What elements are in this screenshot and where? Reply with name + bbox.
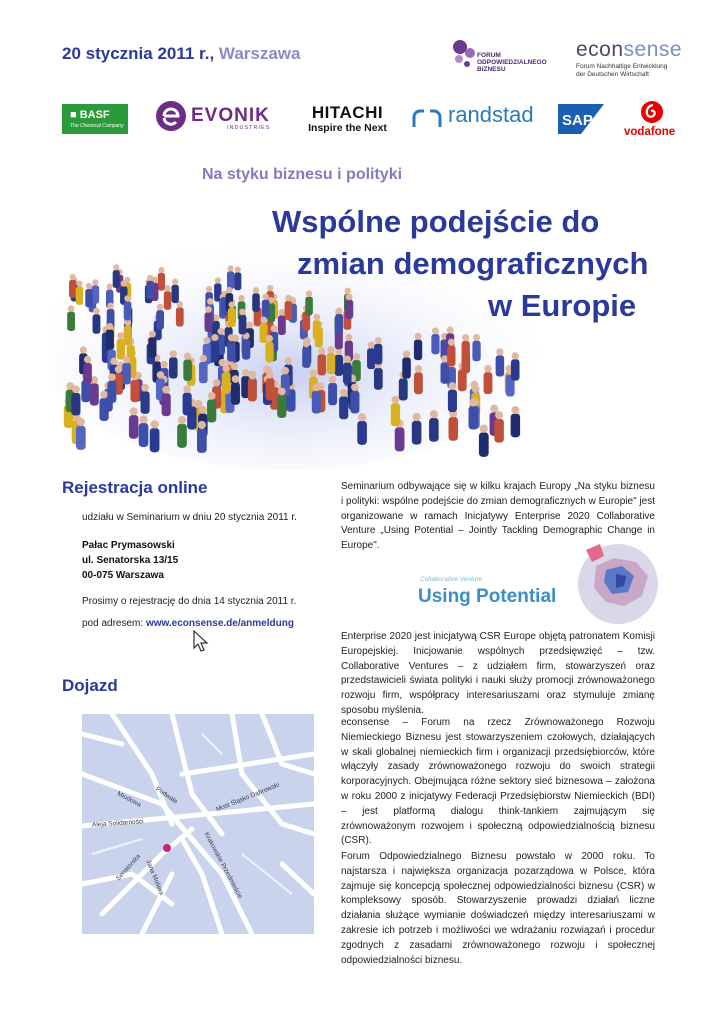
crowd-person <box>496 355 505 376</box>
crowd-person-head <box>512 352 519 359</box>
crowd-person-head <box>76 280 82 286</box>
crowd-person-head <box>472 385 480 393</box>
crowd-person <box>211 341 219 362</box>
crowd-person <box>494 419 504 443</box>
intro-paragraph: Seminarium odbywające się w kilku krajach Europy „Na styku biznesu i polityki: wspólne podejście do zmian demograficznych w Europie" jest organizowane w ramach Inicjatywy Enterprise 2020 Collaborative Venture „Using Potential – Jointly Tackling Demographic Change in Europe". <box>341 481 655 552</box>
crowd-person-head <box>318 347 325 354</box>
crowd-person-head <box>130 407 138 415</box>
crowd-person <box>183 359 192 380</box>
sap-logo <box>558 104 604 134</box>
crowd-person-head <box>496 348 503 355</box>
crowd-person-head <box>158 267 164 273</box>
city-text: Warszawa <box>218 44 301 63</box>
crowd-person-head <box>239 309 246 316</box>
crowd-person <box>106 330 114 350</box>
crowd-person <box>285 301 293 320</box>
vodafone-icon <box>640 100 664 124</box>
hitachi-name: HITACHI <box>311 103 384 122</box>
crowd-person-head <box>306 291 312 297</box>
crowd-person-head <box>462 334 469 341</box>
crowd-person-head <box>178 416 186 424</box>
crowd-person <box>429 418 439 442</box>
crowd-person <box>278 315 286 335</box>
crowd-person-head <box>235 267 241 273</box>
crowd-person <box>448 389 457 412</box>
address-line: Pałac Prymasowski <box>82 540 175 551</box>
crowd-person <box>414 372 423 394</box>
crowd-person-head <box>160 361 167 368</box>
crowd-person-head <box>336 308 343 315</box>
randstad-name: randstad <box>448 102 534 127</box>
crowd-person-head <box>310 370 318 378</box>
crowd-person <box>511 359 520 380</box>
crowd-person <box>76 286 83 305</box>
crowd-person-head <box>415 333 422 340</box>
crowd-person <box>227 271 234 289</box>
crowd-person <box>252 293 260 312</box>
street-label: Krakowskie Przedmieście <box>202 831 244 900</box>
crowd-person-head <box>121 280 127 286</box>
econsense-logo <box>576 38 696 79</box>
crowd-person-head <box>184 353 191 360</box>
crowd-person-head <box>139 415 147 423</box>
crowd-person-head <box>150 420 158 428</box>
crowd-person <box>169 357 178 378</box>
crowd-person <box>335 355 344 376</box>
crowd-person-head <box>110 358 117 365</box>
crowd-person-head <box>157 304 164 311</box>
crowd-person-head <box>403 350 410 357</box>
crowd-person <box>231 382 240 404</box>
crowd-person-head <box>484 365 491 372</box>
crowd-person-head <box>86 283 92 289</box>
crowd-person <box>350 391 359 414</box>
crowd-person-head <box>340 389 348 397</box>
address-line: 00-075 Warszawa <box>82 570 164 581</box>
forum-logo-line: ODPOWIEDZIALNEGO <box>477 59 547 66</box>
cursor-icon <box>192 630 210 654</box>
street-label: Jana Moliera <box>144 858 165 897</box>
crowd-person <box>197 429 207 453</box>
crowd-person-head <box>198 421 206 429</box>
crowd-person-head <box>93 308 100 315</box>
crowd-person <box>479 432 489 456</box>
crowd-person-head <box>262 293 268 299</box>
crowd-person-head <box>228 265 234 271</box>
econsense-sub: der Deutschen Wirtschaft <box>576 71 649 78</box>
crowd-person <box>374 344 382 365</box>
crowd-person-head <box>80 346 87 353</box>
crowd-person-head <box>253 287 259 293</box>
crowd-person-head <box>449 382 457 390</box>
crowd-person <box>162 393 171 416</box>
crowd-person-head <box>124 295 131 302</box>
crowd-person <box>227 341 235 362</box>
crowd-person <box>139 423 149 447</box>
crowd-person <box>339 396 348 419</box>
crowd-person-head <box>285 357 292 364</box>
crowd-person <box>146 281 153 299</box>
vodafone-logo <box>622 100 682 140</box>
event-title-line: w Europie <box>488 288 637 323</box>
crowd-person-head <box>228 301 235 308</box>
crowd-person-head <box>172 279 178 285</box>
forum-logo-icon <box>450 38 478 72</box>
crowd-person <box>343 362 352 384</box>
crowd-person-head <box>100 391 108 399</box>
crowd-person <box>207 399 216 422</box>
crowd-person <box>90 383 99 405</box>
date-text: 20 stycznia 2011 r., <box>62 44 215 63</box>
crowd-person-head <box>106 323 113 330</box>
sap-shape <box>558 104 604 134</box>
hitachi-logo <box>300 103 395 134</box>
crowd-person-head <box>232 375 240 383</box>
crowd-person-head <box>430 410 438 418</box>
basf-tagline: The Chemical Company <box>70 123 124 129</box>
crowd-person <box>402 357 411 378</box>
crowd-person <box>277 395 286 418</box>
randstad-logo <box>412 100 537 130</box>
crowd-person <box>228 308 236 327</box>
crowd-person-head <box>238 295 245 302</box>
crowd-person-head <box>266 335 273 342</box>
crowd-person <box>71 393 80 416</box>
event-date <box>62 44 300 64</box>
street-label: Most Śląsko Dąbrowski <box>215 781 281 814</box>
crowd-person <box>449 417 459 441</box>
crowd-person-head <box>68 305 75 312</box>
crowd-person <box>431 334 439 354</box>
crowd-person <box>158 273 165 291</box>
europe-map-icon <box>566 536 666 626</box>
crowd-person-head <box>157 371 165 379</box>
crowd-person <box>357 421 367 445</box>
registration-link[interactable]: www.econsense.de/anmeldung <box>145 618 294 629</box>
crowd-person <box>242 339 250 360</box>
crowd-person-head <box>432 327 439 334</box>
crowd-person <box>335 314 343 334</box>
crowd-person-head <box>117 332 124 339</box>
enterprise-paragraph: Enterprise 2020 jest inicjatywą CSR Europe objętą patronatem Komisji Europejskiej. Inicjowanie wspólnych przedsięwzięć – tzw. Collaborative Ventures – z udziałem firm, stowarzyszeń oraz przedstawicieli świata polityki i nauki służy promocji zrównoważonego rozwoju firm, współpracy interesariuszami oraz stymuluje zmianę sposobu myślenia. <box>341 631 655 716</box>
econsense-a: econ <box>576 38 624 61</box>
crowd-person <box>205 312 213 332</box>
crowd-person <box>374 368 383 390</box>
crowd-person-head <box>344 356 351 363</box>
event-title-line: zmian demograficznych <box>297 246 649 281</box>
crowd-person-head <box>278 388 286 396</box>
evonik-icon <box>155 100 187 132</box>
crowd-person-head <box>242 369 250 377</box>
crowd-person <box>469 406 478 429</box>
crowd-person <box>93 314 101 334</box>
evonik-sub: INDUSTRIES <box>227 125 271 131</box>
evonik-logo <box>155 100 275 134</box>
crowd-person <box>156 310 164 329</box>
crowd-person-head <box>205 306 212 313</box>
crowd-person <box>234 272 241 290</box>
crowd-person-head <box>107 303 114 310</box>
basf-name: BASF <box>79 109 110 121</box>
crowd-person <box>164 291 171 310</box>
crowd-person-head <box>391 396 399 404</box>
crowd-person <box>412 421 422 445</box>
venue-address <box>82 538 178 583</box>
crowd-person-head <box>228 334 235 341</box>
crowd-person-head <box>107 284 113 290</box>
registration-text: udziału w Seminarium w dniu 20 stycznia 2011 r. <box>82 512 297 523</box>
directions-heading: Dojazd <box>62 676 118 695</box>
crowd-person-head <box>70 274 76 280</box>
street-label: Miodowa <box>115 790 143 809</box>
crowd-person-head <box>162 386 170 394</box>
crowd-person <box>399 378 408 400</box>
crowd-person-head <box>203 337 210 344</box>
crowd-person-head <box>495 411 503 419</box>
crowd-person <box>199 362 208 384</box>
econsense-sub: Forum Nachhaltige Entwicklung <box>576 63 668 70</box>
using-potential-label: Using Potential <box>418 586 557 607</box>
street-label: Senatorska <box>114 852 143 883</box>
crowd-person-head <box>211 334 218 341</box>
crowd-person-head <box>199 406 207 414</box>
crowd-person <box>262 300 270 319</box>
crowd-person-head <box>375 337 382 344</box>
crowd-person <box>117 339 125 360</box>
crowd-person <box>395 427 405 451</box>
crowd-person <box>177 424 187 448</box>
crowd-person <box>124 325 132 345</box>
street-label: Aleja Solidarności <box>91 818 144 829</box>
crowd-person-head <box>413 413 421 421</box>
crowd-person <box>414 339 422 360</box>
econsense-paragraph: econsense – Forum na rzecz Zrównoważonego Rozwoju Niemieckiego Biznesu jest stowarzyszeniem czołowych, działających w skali globalnej niemieckich firm i organizacji przedsiębiorców, które włączyły zasady zrównoważonego rozwoju do swoich strategii korporacyjnych. Obejmująca różne sektory sieć biznesowa – założona w roku 2000 z inicjatywy Federacji Przedsiębiorstw Niemieckich (BDI) – jest platformą dialogu think-tankiem zajmującym się zrównoważonym rozwojem i społeczną odpowiedzialnością biznesu (CSR). <box>341 717 655 847</box>
crowd-person-head <box>490 405 498 413</box>
crowd-person <box>150 428 160 452</box>
crowd-person-head <box>200 355 207 362</box>
street-label: Podwale <box>154 785 179 806</box>
crowd-person-head <box>113 264 119 270</box>
crowd-person-head <box>226 287 232 293</box>
crowd-person-head <box>415 365 422 372</box>
crowd-person-head <box>260 316 267 323</box>
crowd-person <box>130 380 139 402</box>
crowd-person <box>318 354 327 375</box>
crowd-person <box>239 315 247 335</box>
crowd-person-head <box>115 366 122 373</box>
crowd-person <box>312 391 321 414</box>
forum-logo-line: FORUM <box>477 52 501 59</box>
crowd-person-head <box>282 367 290 375</box>
crowd-person <box>99 398 108 421</box>
crowd-person-head <box>222 365 229 372</box>
crowd-person-head <box>473 334 480 341</box>
crowd-person-head <box>108 373 116 381</box>
address-line: ul. Senatorska 13/15 <box>82 555 179 566</box>
crowd-person-head <box>353 353 360 360</box>
crowd-person-head <box>368 341 375 348</box>
crowd-person-head <box>183 385 191 393</box>
crowd-person <box>447 345 455 366</box>
crowd-person-head <box>447 327 454 334</box>
crowd-person-head <box>312 383 320 391</box>
collaborative-venture-label: Collaborative Venture <box>420 576 483 583</box>
crowd-person-head <box>327 346 334 353</box>
crowd-person-head <box>72 385 80 393</box>
econsense-b: sense <box>623 38 683 61</box>
crowd-person-head <box>511 406 519 414</box>
crowd-person-head <box>480 425 488 433</box>
crowd-person <box>69 280 76 298</box>
hitachi-tagline: Inspire the Next <box>308 122 387 134</box>
crowd-person-head <box>358 413 366 421</box>
crowd-person <box>107 380 116 402</box>
crowd-person <box>265 342 273 363</box>
crowd-person <box>472 341 480 362</box>
crowd-person-head <box>346 294 352 300</box>
crowd-person-head <box>147 275 153 281</box>
randstad-icon <box>412 109 442 129</box>
crowd-person-head <box>246 321 253 328</box>
crowd-person-head <box>84 356 91 363</box>
crowd-person-head <box>345 288 351 294</box>
crowd-person-head <box>123 356 130 363</box>
registration-heading: Rejestracja online <box>62 478 208 497</box>
crowd-person-head <box>77 418 85 426</box>
crowd-person-head <box>141 384 149 392</box>
crowd-person <box>171 285 178 303</box>
crowd-person <box>328 383 337 405</box>
crowd-person <box>67 311 75 331</box>
crowd-person <box>183 393 192 416</box>
crowd-person-head <box>351 383 359 391</box>
crowd-person <box>85 289 92 308</box>
crowd-person-head <box>149 331 156 338</box>
crowd-person <box>122 363 131 385</box>
crowd-person <box>391 403 400 426</box>
crowd-person-head <box>271 325 278 332</box>
crowd-person <box>302 347 310 368</box>
crowd-person <box>129 415 139 439</box>
crowd-person-head <box>92 279 98 285</box>
crowd-person-head <box>448 339 455 346</box>
crowd-person-head <box>285 295 291 301</box>
crowd-person <box>76 426 86 450</box>
crowd-person <box>83 363 92 385</box>
crowd-person-head <box>213 379 221 387</box>
crowd-person-head <box>207 298 214 305</box>
registration-deadline: Prosimy o rejestrację do dnia 14 stycznia 2011 r. <box>82 596 297 607</box>
location-map <box>82 714 314 934</box>
crowd-person <box>248 379 257 401</box>
crowd-person-head <box>215 277 221 283</box>
evonik-name: EVONIK <box>191 105 270 126</box>
event-title-line: Wspólne podejście do <box>272 204 600 239</box>
vodafone-name: vodafone <box>624 126 676 138</box>
crowd-person-head <box>329 376 337 384</box>
crowd-person <box>305 297 313 316</box>
crowd-person-head <box>266 371 274 379</box>
crowd-person <box>124 301 132 320</box>
crowd-person <box>214 283 221 301</box>
crowd-person-head <box>345 334 352 341</box>
forum-odpowiedzialnego-biznesu-logo <box>450 38 560 82</box>
crowd-illustration <box>48 200 548 470</box>
forum-paragraph: Forum Odpowiedzialnego Biznesu powstało w 2000 roku. To najstarsza i największa organizacja pozarządowa w Polsce, która zajmuje się koncepcją społecznej odpowiedzialności biznesu (CSR) w kompleksowy sposób. Stowarzyszenie prowadzi działań liczne działania służące wymianie doświadczeń między interesariuszami w zakresie ich potrzeb i możliwości we wdrażaniu rozwiązań i procedur zgodnych z zasadami zrównoważonego rozwoju i społecznej odpowiedzialności biznesu. <box>341 851 655 966</box>
crowd-person-head <box>231 363 238 370</box>
crowd-person <box>462 341 470 362</box>
crowd-person-head <box>303 340 310 347</box>
sap-name: SAP <box>562 112 593 129</box>
event-subtitle: Na styku biznesu i polityki <box>202 166 403 183</box>
crowd-person <box>511 414 520 438</box>
crowd-person-head <box>313 314 320 321</box>
crowd-person-head <box>267 285 273 291</box>
crowd-person <box>176 307 184 326</box>
crowd-person-head <box>278 309 285 316</box>
crowd-person <box>327 353 335 374</box>
crowd-person-head <box>217 328 224 335</box>
crowd-person <box>92 285 99 303</box>
basf-logo: ■ BASF The Chemical Company <box>62 104 128 134</box>
forum-logo-line: BIZNESU <box>477 66 506 73</box>
crowd-person-head <box>164 285 170 291</box>
crowd-person <box>222 372 231 394</box>
crowd-person-head <box>170 350 177 357</box>
crowd-person <box>345 300 353 319</box>
crowd-person-head <box>249 372 257 380</box>
crowd-person <box>440 362 449 384</box>
crowd-person <box>113 270 120 288</box>
crowd-person-head <box>208 392 216 400</box>
crowd-person <box>484 372 493 394</box>
crowd-person-head <box>206 286 212 292</box>
registration-link-line <box>82 618 294 629</box>
link-prefix: pod adresem: <box>82 618 146 629</box>
crowd-person-head <box>469 399 477 407</box>
crowd-person <box>141 391 150 414</box>
using-potential-logo <box>416 536 666 626</box>
crowd-person <box>148 337 156 358</box>
location-marker-icon <box>163 844 171 852</box>
crowd-person <box>266 378 275 400</box>
crowd-person <box>313 320 321 340</box>
